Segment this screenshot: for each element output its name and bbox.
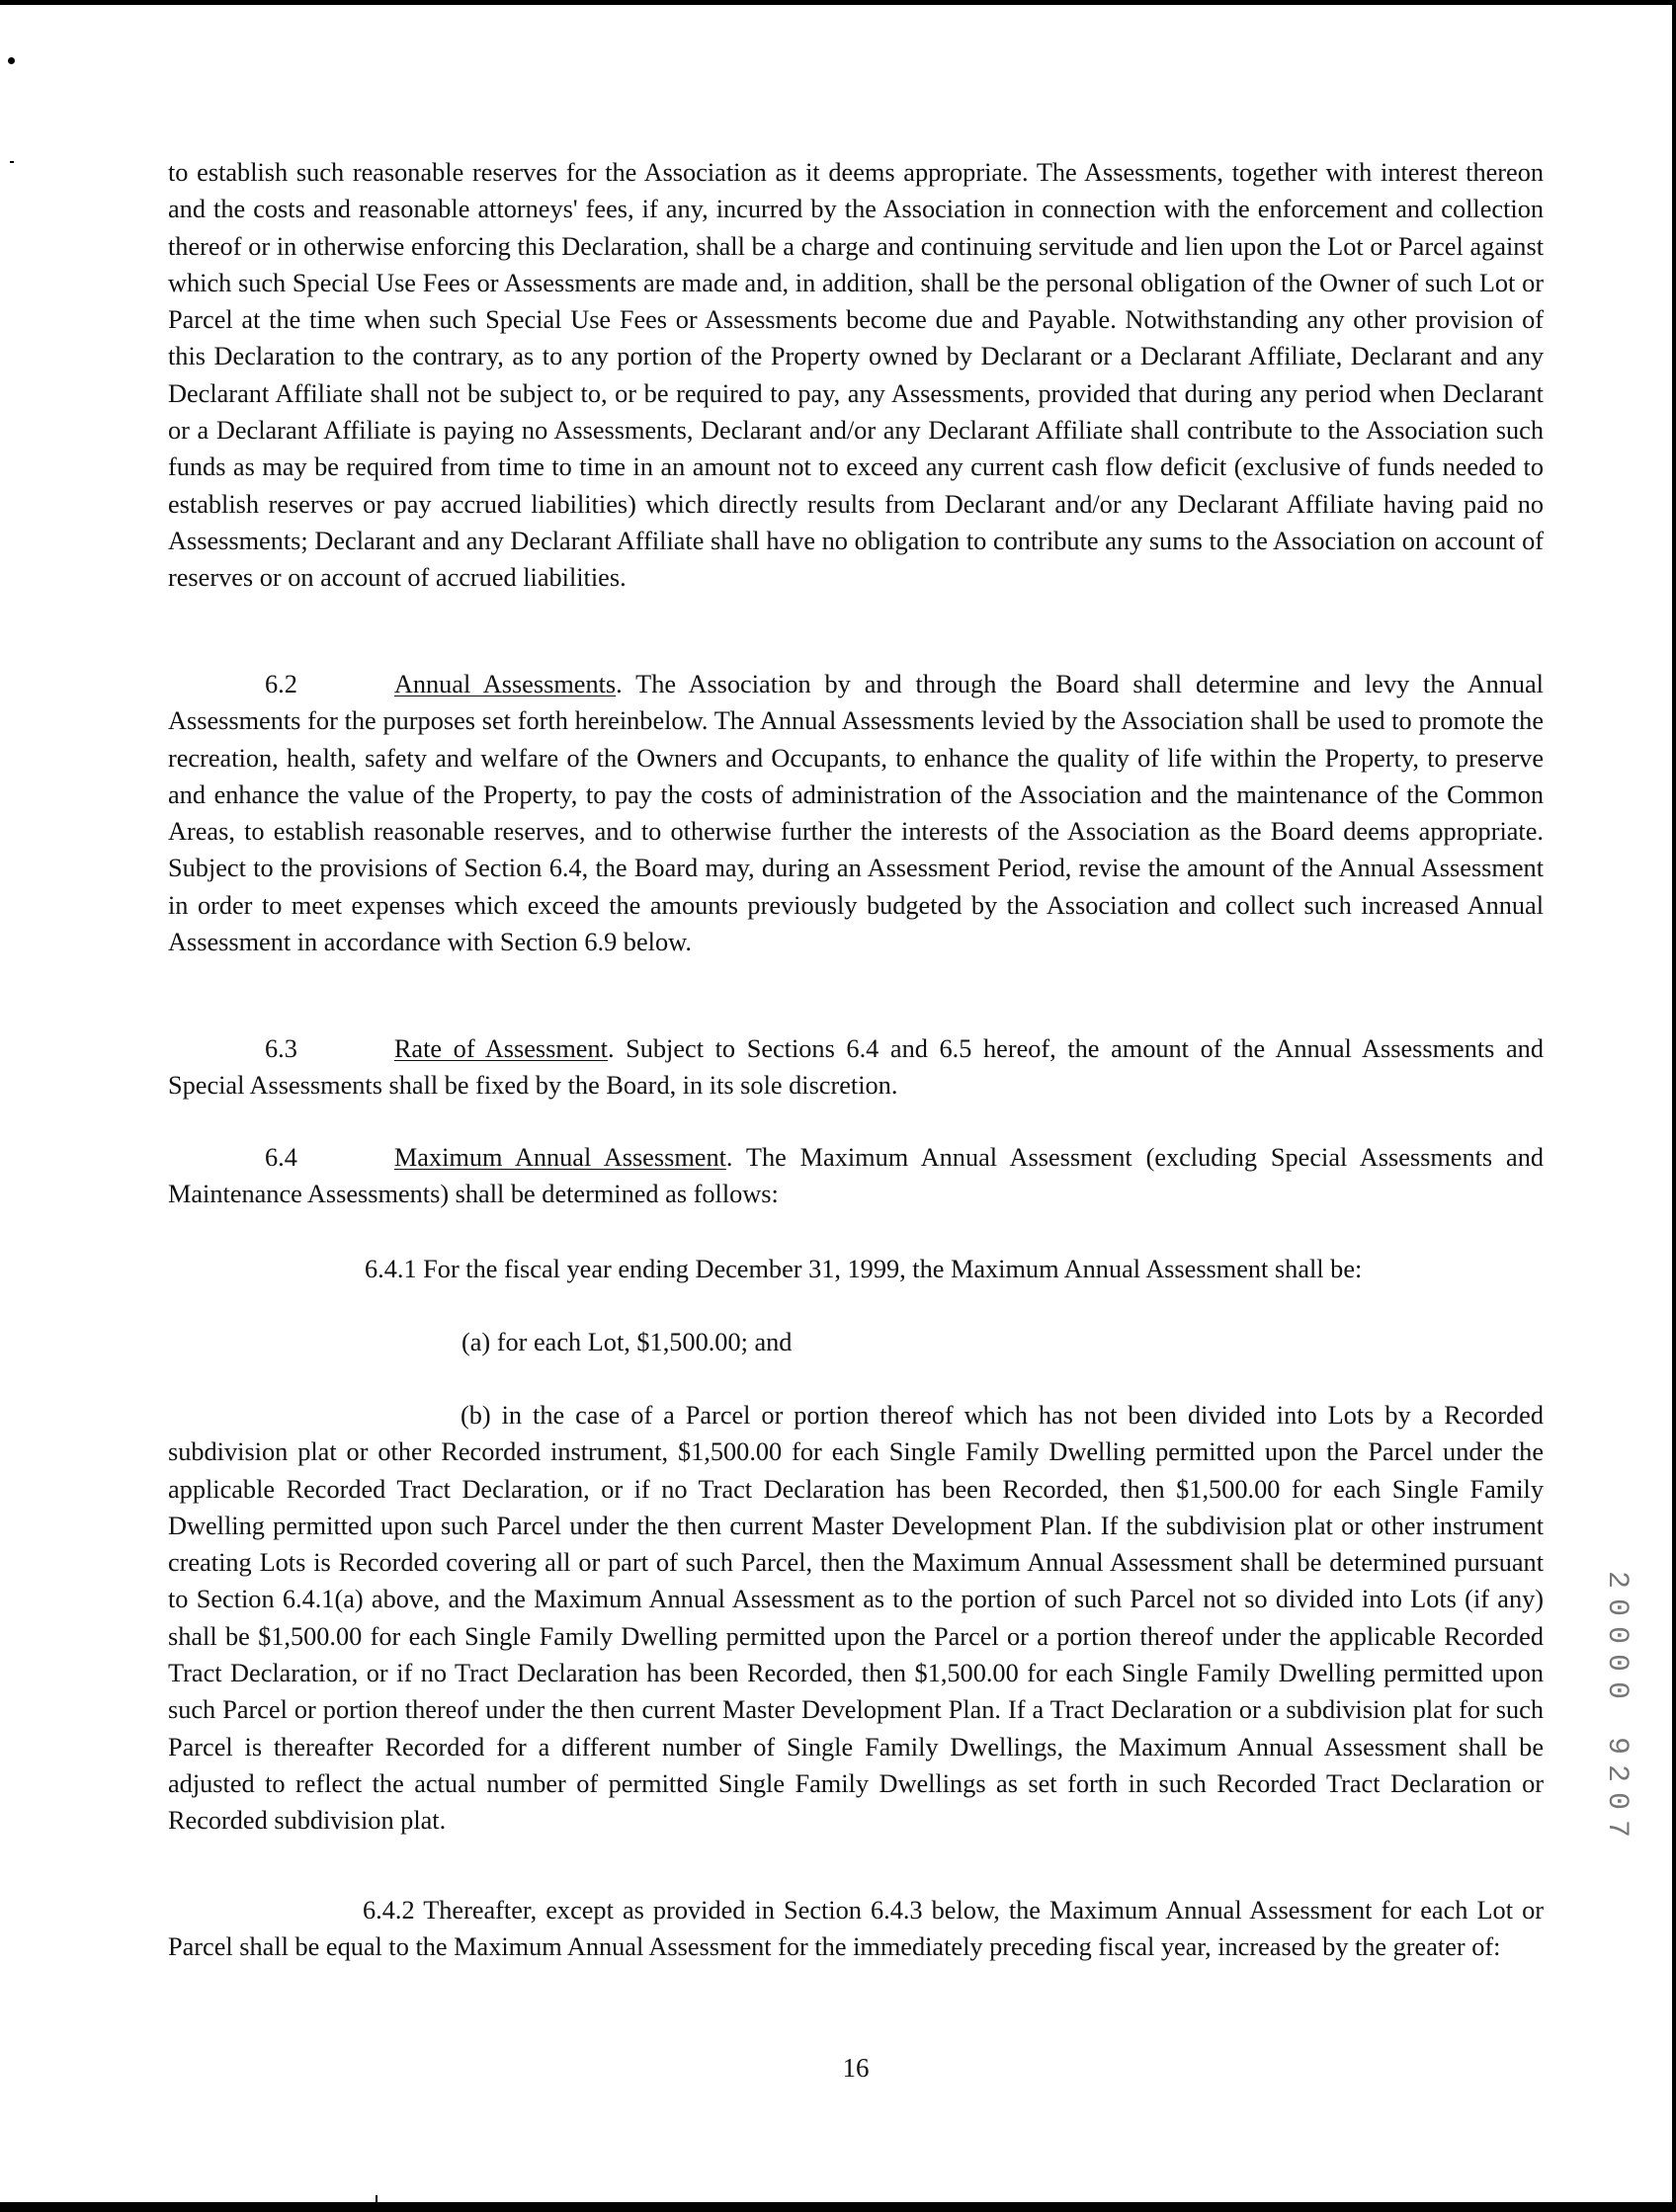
scan-speck (376, 2195, 377, 2203)
scan-edge-right (1672, 0, 1676, 2212)
page-number: 16 (842, 2053, 870, 2083)
subsection-6-4-1: 6.4.1 For the fiscal year ending December 31, 1999, the Maximum Annual Assessment shall be: (365, 1255, 1363, 1283)
section-number: 6.2 (265, 670, 297, 698)
section-text: . Subject to Sections 6.4 and 6.5 hereof, the amount of the Annual Assessments and Special Assessments shall be fixed by the Board, in its sole discretion. (168, 1034, 1544, 1101)
margin-stamp: 20000 9207 (1600, 1571, 1634, 1848)
section-6-2 (168, 666, 1544, 960)
section-heading: Maximum Annual Assessment (393, 1143, 726, 1172)
scan-edge-top (0, 0, 1676, 5)
section-number: 6.3 (265, 1034, 297, 1063)
section-text: . The Maximum Annual Assessment (excluding Special Assessments and Maintenance Assessments) shall be determined as follows: (168, 1143, 1544, 1209)
subsection-text: (b) in the case of a Parcel or portion thereof which has not been divided into Lots by a Recorded subdivision plat or other Recorded instrument, $1,500.00 for each Single Family Dwelling permitted upon the Parcel under the applicable Recorded Tract Declaration, or if no Tract Declaration has been Recorded, then $1,500.00 for each Single Family Dwelling permitted upon such Parcel under the then current Master Development Plan. If the subdivision plat or other instrument creating Lots is Recorded covering all or part of such Parcel, then the Maximum Annual Assessment shall be determined pursuant to Section 6.4.1(a) above, and the Maximum Annual Assessment as to the portion of such Parcel not so divided into Lots (if any) shall be $1,500.00 for each Single Family Dwelling permitted upon the Parcel or a portion thereof under the applicable Recorded Tract Declaration, or if no Tract Declaration has been Recorded, then $1,500.00 for each Single Family Dwelling permitted upon such Parcel or portion thereof under the then current Master Development Plan. If a Tract Declaration or a subdivision plat for such Parcel is thereafter Recorded for a different number of Single Family Dwellings, the Maximum Annual Assessment shall be adjusted to reflect the actual number of permitted Single Family Dwellings as set forth in such Recorded Tract Declaration or Recorded subdivision plat. (168, 1401, 1544, 1836)
section-number: 6.4 (265, 1143, 297, 1172)
subsection-text: 6.4.2 Thereafter, except as provided in Section 6.4.3 below, the Maximum Annual Assessment for each Lot or Parcel shall be equal to the Maximum Annual Assessment for the immediately preceding fiscal year, increased by the greater of: (168, 1896, 1544, 1962)
section-6-4 (168, 1139, 1544, 1213)
section-6-3 (168, 1030, 1544, 1105)
scan-speck (10, 161, 14, 163)
section-heading: Rate of Assessment (393, 1034, 608, 1063)
subsection-6-4-1-b (168, 1397, 1544, 1840)
section-heading: Annual Assessments (393, 670, 617, 698)
scan-speck (8, 57, 15, 64)
subsection-6-4-1-a: (a) for each Lot, $1,500.00; and (461, 1328, 793, 1356)
section-text: . The Association by and through the Board shall determine and levy the Annual Assessments for the purposes set forth hereinbelow. The Annual Assessments levied by the Association shall be used to promote the recreation, health, safety and welfare of the Owners and Occupants, to enhance the quality of life within the Property, to preserve and enhance the value of the Property, to pay the costs of administration of the Association and the maintenance of the Common Areas, to establish reasonable reserves, and to otherwise further the interests of the Association as the Board deems appropriate. Subject to the provisions of Section 6.4, the Board may, during an Assessment Period, revise the amount of the Annual Assessment in order to meet expenses which exceed the amounts previously budgeted by the Association and collect such increased Annual Assessment in accordance with Section 6.9 below. (168, 670, 1544, 957)
subsection-6-4-2 (168, 1892, 1544, 1966)
paragraph-continuation: to establish such reasonable reserves for the Association as it deems appropriate. The Assessments, together with interest thereon and the costs and reasonable attorneys' fees, if any, incurred by the Association in connection with the enforcement and collection thereof or in otherwise enforcing this Declaration, shall be a charge and continuing servitude and lien upon the Lot or Parcel against which such Special Use Fees or Assessments are made and, in addition, shall be the personal obligation of the Owner of such Lot or Parcel at the time when such Special Use Fees or Assessments become due and Payable. Notwithstanding any other provision of this Declaration to the contrary, as to any portion of the Property owned by Declarant or a Declarant Affiliate, Declarant and any Declarant Affiliate shall not be subject to, or be required to pay, any Assessments, provided that during any period when Declarant or a Declarant Affiliate is paying no Assessments, Declarant and/or any Declarant Affiliate shall contribute to the Association such funds as may be required from time to time in an amount not to exceed any current cash flow deficit (exclusive of funds needed to establish reserves or pay accrued liabilities) which directly results from Declarant and/or any Declarant Affiliate having paid no Assessments; Declarant and any Declarant Affiliate shall have no obligation to contribute any sums to the Association on account of reserves or on account of accrued liabilities. (168, 158, 1544, 593)
scan-edge-bottom (0, 2202, 1676, 2212)
